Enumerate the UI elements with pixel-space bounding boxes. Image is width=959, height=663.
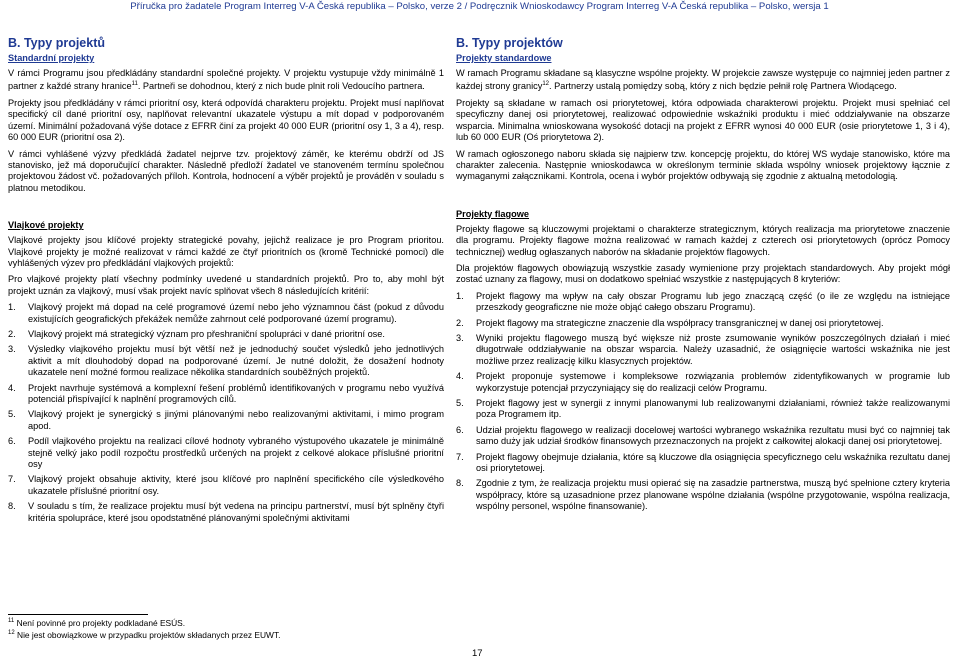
criteria-item <box>456 318 950 329</box>
subheading-flagship: Projekty flagowe <box>456 208 530 219</box>
criteria-item <box>8 436 444 470</box>
item-text: Projekt proponuje systemowe i kompleksowe rozwiązania problemów zidentyfikowanych w programie lub wykorzystuje potencjał przyczyniający się do realizacji celów Programu. <box>476 371 950 393</box>
footnote-separator <box>8 614 148 615</box>
criteria-item <box>456 333 950 367</box>
section-title: B. Typy projektů <box>8 36 106 50</box>
criteria-item <box>8 344 444 378</box>
item-text: Projekt flagowy obejmuje działania, które są kluczowe dla osiągnięcia specyficznego celu wskaźnika rezultatu danej osi priorytetowej. <box>476 451 950 474</box>
paragraph: Vlajkové projekty jsou klíčové projekty strategické povahy, jejichž realizace je pro Program prioritou. Vlajkové projekty je možné realizovat v rámci každé ze čtyř prioritních os (kromě Technické pomoci) dle vyhlášených výzev pro předkládání vlajkových projektů: <box>8 235 444 268</box>
footnote: $^{11}$ Není povinné pro projekty podkladané ESÚS. <box>8 617 186 628</box>
paragraph: V rámci Programu jsou předkládány standardní společné projekty. V projektu vystupuje vždy minimálně 1 partner z každé strany hranice$^{11}$. Partneři se dohodnou, který z nich bude plnit roli Vedoucího partnera. <box>8 68 444 92</box>
item-number: 3. <box>456 332 464 343</box>
item-number: 2. <box>8 328 16 339</box>
item-text: Zgodnie z tym, że realizacja projektu musi opierać się na zasadzie partnerstwa, muszą być spełnione cztery kryteria współpracy, które są uzasadnione przez planowane wspólne działania (wspólne przygotowanie, wspólna realizacja, wspólny personel, wspólne finansowanie). <box>476 478 950 512</box>
item-text: Vlajkový projekt obsahuje aktivity, které jsou klíčové pro naplnění specifického cíle výsledkového ukazatele příslušné prioritní osy. <box>28 474 444 496</box>
subheading-standard: Standardní projekty <box>8 53 95 63</box>
subheading-flagship: Vlajkové projekty <box>8 220 84 231</box>
criteria-list <box>456 291 950 513</box>
item-text: Podíl vlajkového projektu na realizaci cílové hodnoty vybraného výstupového ukazatele je minimálně stejně velký jako podíl rozpočtu prostředků určených na projekt z celkové alokace příslušné prioritní osy <box>28 436 444 470</box>
paragraph: Projekty są składane w ramach osi priorytetowej, która odpowiada charakterowi projektu. Projekt musi spełniać cel specyficzny danej osi priorytetowej, realizować odpowiednie wskaźniki produktu i mieć oddziaływanie na obszarze wsparcia. Minimalna wnioskowana wysokość dotacji na projekt z EFRR wynosi 40 000 EUR (osie priorytetowe 1, 3 i 4), lub 60 000 EUR (Oś priorytetowa 2). <box>456 97 950 143</box>
item-number: 2. <box>456 317 464 328</box>
criteria-item <box>456 452 950 475</box>
criteria-item <box>8 329 444 340</box>
paragraph: W ramach ogłoszonego naboru składa się najpierw tzw. koncepcję projektu, do której WS wydaje stanowisko, które ma charakter zalecenia. Następnie wnioskodawca w określonym terminie składa wspólny wniosek projektowy łącznie z wymaganymi załącznikami. Kontrola, ocena i wybór projektów odbywają się zgodnie z aktualną metodologią. <box>456 148 950 182</box>
criteria-item <box>456 398 950 421</box>
item-text: Wyniki projektu flagowego muszą być większe niż proste zsumowanie wyników poszczególnych działań i mieć długotrwałe oddziaływanie na obszar wsparcia. Należy uzasadnić, że osiągnięcie wartości wskaźnika nie jest możliwe przez realizację kilku klasycznych projektów. <box>476 332 950 366</box>
item-text: Projekt flagowy jest w synergii z innymi planowanymi lub realizowanymi działaniami, również także realizowanymi poza Programem itp. <box>476 398 950 420</box>
criteria-item <box>8 474 444 497</box>
item-number: 3. <box>8 344 16 355</box>
item-text: Vlajkový projekt je synergický s jinými plánovanými nebo realizovanými aktivitami, i mimo program apod. <box>28 409 444 431</box>
criteria-item <box>8 383 444 406</box>
item-text: Vlajkový projekt má strategický význam pro přeshraniční spolupráci v dané prioritní ose. <box>28 328 385 339</box>
item-text: V souladu s tím, že realizace projektu musí být vedena na principu partnerství, musí být splněny čtyři kritéria spolupráce, které jsou opodstatněné plánovanými společnými aktivitami <box>28 501 444 523</box>
item-number: 6. <box>8 436 16 447</box>
item-text: Projekt flagowy ma strategiczne znaczenie dla współpracy transgranicznej w danej osi priorytetowej. <box>476 317 884 328</box>
paragraph: V rámci vyhlášené výzvy předkládá žadatel nejprve tzv. projektový záměr, ke kterému obdrží od JS stanovisko, jež má doporučující charakter. Následně předloží žadatel ve stanoveném termínu společnou projektovou žádost vč. požadovaných příloh. Kontrola, hodnocení a výběr projektů je prováděn v souladu s platnou metodikou. <box>8 148 444 193</box>
polish-column <box>456 36 950 517</box>
criteria-item <box>456 478 950 512</box>
section-title: B. Typy projektów <box>456 36 563 50</box>
item-number: 8. <box>8 501 16 512</box>
criteria-list <box>8 302 444 524</box>
item-number: 7. <box>456 451 464 462</box>
item-number: 4. <box>8 382 16 393</box>
paragraph: W ramach Programu składane są klasyczne wspólne projekty. W projekcie zawsze występuje co najmniej jeden partner z każdej strony granicy$^{12}$. Partnerzy ustalą pomiędzy sobą, który z nich będzie pełnił rolę Partnera Wiodącego. <box>456 68 950 92</box>
item-number: 7. <box>8 474 16 485</box>
item-number: 5. <box>456 398 464 408</box>
item-text: Vlajkový projekt má dopad na celé programové území nebo jeho významnou část (pokud z důvodu existujících geografických překážek nemůže zahrnout celé podporované území programu). <box>28 302 444 324</box>
footnote: $^{12}$ Nie jest obowiązkowe w przypadku projektów składanych przez EUWT. <box>8 629 281 640</box>
criteria-item <box>8 302 444 325</box>
item-number: 4. <box>456 371 464 382</box>
item-text: Výsledky vlajkového projektu musí být větší než je jednoduchý součet výsledků jeho jednotlivých aktivit a mít dlouhodobý dopad na podporované území. Je nutné doložit, že dosažení hodnoty ukazatele není možné formou realizace několika standardních souběžných projektů. <box>28 344 444 378</box>
page-header: Příručka pro žadatele Program Interreg V-A Česká republika – Polsko, verze 2 / Podręcznik Wnioskodawcy Program Interreg V-A Česká republika – Polsko, wersja 1 <box>0 0 959 14</box>
czech-column <box>8 36 444 528</box>
item-number: 1. <box>456 290 464 301</box>
criteria-item <box>8 501 444 524</box>
item-text: Udział projektu flagowego w realizacji docelowej wartości wybranego wskaźnika rezultatu musi być co najmniej tak samo duży jak udział środków finansowych przeznaczonych na projekt z całkowitej alokacji danej osi priorytetowej. <box>476 424 950 447</box>
paragraph: Dla projektów flagowych obowiązują wszystkie zasady wymienione przy projektach standardowych. Aby projekt mógł zostać uznany za flagowy, musi on dodatkowo spełniać wszystkie z następujących 8 kryteriów: <box>456 262 950 285</box>
item-number: 5. <box>8 409 16 420</box>
page-number: 17 <box>472 648 483 659</box>
criteria-item <box>8 409 444 432</box>
item-number: 8. <box>456 478 464 489</box>
paragraph: Projekty flagowe są kluczowymi projektami o charakterze strategicznym, których realizacja ma priorytetowe znaczenie dla programu. Projekty flagowe można realizować w ramach każdej z czterech osi priorytetowych (oprócz Pomocy technicznej) według ogłaszanych naborów na składanie projektów flagowych. <box>456 223 950 257</box>
criteria-item <box>456 291 950 314</box>
paragraph: Projekty jsou předkládány v rámci prioritní osy, která odpovídá charakteru projektu. Projekt musí naplňovat specifický cíl dané prioritní osy, naplňovat relevantní ukazatele výstupu a mít dopad v podporovaném území. Minimální požadovaná výše dotace z EFRR činí za projekt 40 000 EUR (prioritní osy 1, 3 a 4), resp. 60 000 EUR (prioritní osa 2). <box>8 97 444 143</box>
subheading-standard: Projekty standardowe <box>456 53 552 63</box>
criteria-item <box>456 371 950 394</box>
item-text: Projekt navrhuje systémová a komplexní řešení problémů identifikovaných v programu nebo využívá potenciál přispívající k naplnění programových cílů. <box>28 382 444 404</box>
item-text: Projekt flagowy ma wpływ na cały obszar Programu lub jego znaczącą część (o ile ze względu na istniejące przeszkody geograficzne nie może objąć całego obszaru Programu). <box>476 290 950 313</box>
item-number: 1. <box>8 302 16 313</box>
criteria-item <box>456 425 950 448</box>
paragraph: Pro vlajkové projekty platí všechny podmínky uvedené u standardních projektů. Pro to, aby mohl být projekt uznán za vlajkový, musí však projekt navíc splňovat všech 8 následujících kritérií: <box>8 274 444 296</box>
item-number: 6. <box>456 424 464 435</box>
